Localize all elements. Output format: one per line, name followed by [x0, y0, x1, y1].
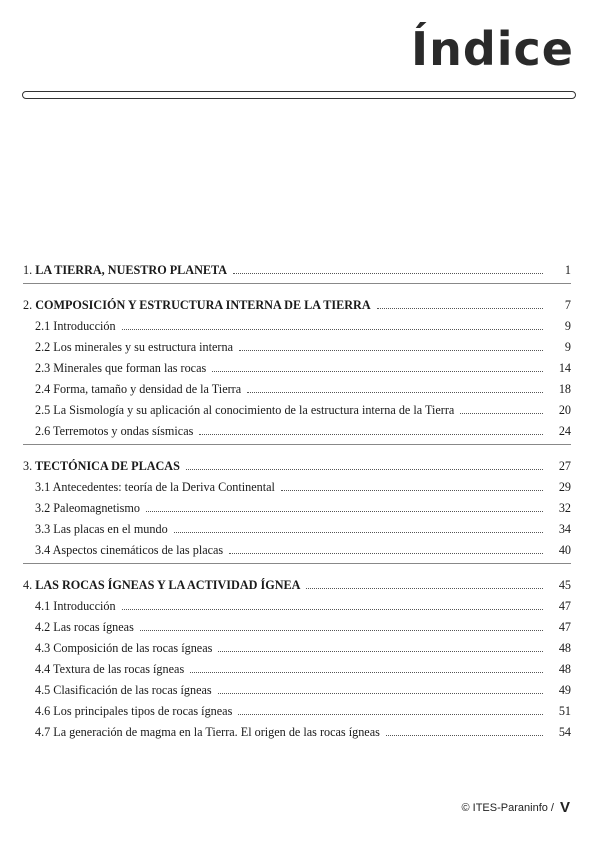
toc-entry-label — [23, 578, 300, 592]
toc-page-number: 7 — [564, 298, 571, 312]
toc-chapter[interactable] — [23, 571, 571, 592]
toc-entry-title: 3.4 Aspectos cinemáticos de las placas — [35, 543, 224, 557]
table-of-contents — [23, 256, 571, 739]
toc-chapter[interactable] — [23, 452, 571, 473]
toc-entry-title: 4.4 Textura de las rocas ígneas — [35, 662, 185, 676]
toc-section[interactable] — [23, 718, 571, 739]
toc-chapter-number: 1. — [23, 263, 33, 277]
toc-entry-label — [35, 620, 134, 634]
toc-entry-title: 2.2 Los minerales y su estructura interna — [35, 340, 233, 354]
footer-copyright: © ITES-Paraninfo / — [461, 801, 554, 814]
toc-entry-label — [23, 263, 227, 277]
toc-entry-label — [35, 683, 212, 697]
toc-entry-label — [35, 725, 380, 739]
toc-entry-title: 2.4 Forma, tamaño y densidad de la Tierra — [35, 382, 242, 396]
toc-entry-label — [35, 319, 116, 333]
toc-page-number: 51 — [558, 704, 571, 718]
toc-section[interactable] — [23, 697, 571, 718]
dot-leader — [386, 734, 543, 736]
toc-page-number: 45 — [558, 578, 571, 592]
toc-page-number: 9 — [564, 319, 571, 333]
toc-page-number: 48 — [558, 641, 571, 655]
toc-entry-title: 2.3 Minerales que forman las rocas — [35, 361, 207, 375]
toc-entry-title: LA TIERRA, NUESTRO PLANETA — [35, 263, 228, 277]
dot-leader — [238, 713, 543, 715]
toc-section[interactable] — [23, 592, 571, 613]
toc-section[interactable] — [23, 417, 571, 438]
dot-leader — [239, 349, 543, 351]
toc-section[interactable] — [23, 676, 571, 697]
toc-entry-title: 4.5 Clasificación de las rocas ígneas — [35, 683, 212, 697]
section-divider — [23, 444, 571, 445]
toc-entry-label — [35, 599, 116, 613]
toc-entry-title: 2.6 Terremotos y ondas sísmicas — [35, 424, 194, 438]
toc-page-number: 20 — [558, 403, 571, 417]
toc-entry-label — [35, 641, 212, 655]
dot-leader — [122, 608, 543, 610]
toc-entry-title: 4.6 Los principales tipos de rocas ígneas — [35, 704, 233, 718]
toc-section[interactable] — [23, 536, 571, 557]
dot-leader — [247, 391, 543, 393]
toc-page-number: 54 — [558, 725, 571, 739]
dot-leader — [233, 272, 543, 274]
toc-section[interactable] — [23, 312, 571, 333]
footer-page-number: V — [559, 799, 570, 816]
dot-leader — [218, 692, 543, 694]
toc-entry-label — [35, 403, 454, 417]
dot-leader — [460, 412, 543, 414]
toc-entry-title: 3.3 Las placas en el mundo — [35, 522, 168, 536]
toc-section[interactable] — [23, 333, 571, 354]
dot-leader — [174, 531, 543, 533]
toc-section[interactable] — [23, 473, 571, 494]
toc-section[interactable] — [23, 396, 571, 417]
toc-entry-title: 4.2 Las rocas ígneas — [35, 620, 134, 634]
dot-leader — [306, 587, 543, 589]
toc-entry-title: TECTÓNICA DE PLACAS — [34, 459, 180, 473]
toc-page-number: 47 — [558, 620, 571, 634]
toc-entry-label — [35, 662, 184, 676]
toc-entry-label — [35, 704, 232, 718]
toc-entry-label — [35, 424, 193, 438]
toc-section[interactable] — [23, 375, 571, 396]
toc-entry-title: 3.1 Antecedentes: teoría de la Deriva Continental — [35, 480, 275, 494]
toc-entry-title: LAS ROCAS ÍGNEAS Y LA ACTIVIDAD ÍGNEA — [35, 578, 301, 592]
dot-leader — [190, 671, 543, 673]
toc-entry-title: 4.3 Composición de las rocas ígneas — [35, 641, 213, 655]
toc-section[interactable] — [23, 655, 571, 676]
toc-chapter-number: 4. — [23, 578, 33, 592]
title-rule — [22, 91, 576, 99]
toc-page-number: 24 — [558, 424, 571, 438]
toc-page-number: 9 — [564, 340, 571, 354]
toc-page-number: 48 — [558, 662, 571, 676]
toc-entry-title: 4.7 La generación de magma en la Tierra. El origen de las rocas ígneas — [35, 725, 380, 739]
toc-page-number: 49 — [558, 683, 571, 697]
toc-page-number: 27 — [558, 459, 571, 473]
toc-page-number: 34 — [558, 522, 571, 536]
toc-entry-title: 3.2 Paleomagnetismo — [35, 501, 140, 515]
dot-leader — [212, 370, 543, 372]
toc-section[interactable] — [23, 634, 571, 655]
toc-entry-title: COMPOSICIÓN Y ESTRUCTURA INTERNA DE LA TIERRA — [35, 298, 371, 312]
toc-entry-label — [23, 298, 371, 312]
dot-leader — [281, 489, 543, 491]
dot-leader — [199, 433, 543, 435]
dot-leader — [229, 552, 543, 554]
dot-leader — [146, 510, 543, 512]
toc-section[interactable] — [23, 354, 571, 375]
toc-chapter[interactable] — [23, 291, 571, 312]
dot-leader — [218, 650, 543, 652]
section-divider — [23, 563, 571, 564]
toc-entry-title: 2.5 La Sismología y su aplicación al conocimiento de la estructura interna de la Tierra — [35, 403, 455, 417]
toc-entry-label — [35, 501, 140, 515]
toc-entry-label — [23, 459, 180, 473]
dot-leader — [122, 328, 543, 330]
toc-chapter-number: 2. — [23, 298, 33, 312]
toc-page-number: 18 — [558, 382, 571, 396]
toc-entry-label — [35, 480, 275, 494]
toc-section[interactable] — [23, 515, 571, 536]
toc-page-number: 40 — [558, 543, 571, 557]
toc-page-number: 1 — [564, 263, 571, 277]
toc-page-number: 32 — [558, 501, 571, 515]
toc-chapter-number: 3. — [23, 459, 33, 473]
toc-chapter[interactable] — [23, 256, 571, 277]
toc-entry-label — [35, 522, 168, 536]
toc-entry-label — [35, 382, 241, 396]
toc-section[interactable] — [23, 613, 571, 634]
toc-entry-title: 4.1 Introducción — [35, 599, 116, 613]
section-divider — [23, 283, 571, 284]
toc-page-number: 14 — [558, 361, 571, 375]
dot-leader — [140, 629, 543, 631]
toc-entry-label — [35, 340, 233, 354]
footer — [462, 799, 571, 816]
toc-page-number: 29 — [558, 480, 571, 494]
page-title: Índice — [410, 22, 574, 76]
toc-page-number: 47 — [558, 599, 571, 613]
toc-section[interactable] — [23, 494, 571, 515]
toc-entry-title: 2.1 Introducción — [35, 319, 116, 333]
dot-leader — [377, 307, 543, 309]
dot-leader — [186, 468, 543, 470]
toc-entry-label — [35, 543, 223, 557]
toc-entry-label — [35, 361, 206, 375]
